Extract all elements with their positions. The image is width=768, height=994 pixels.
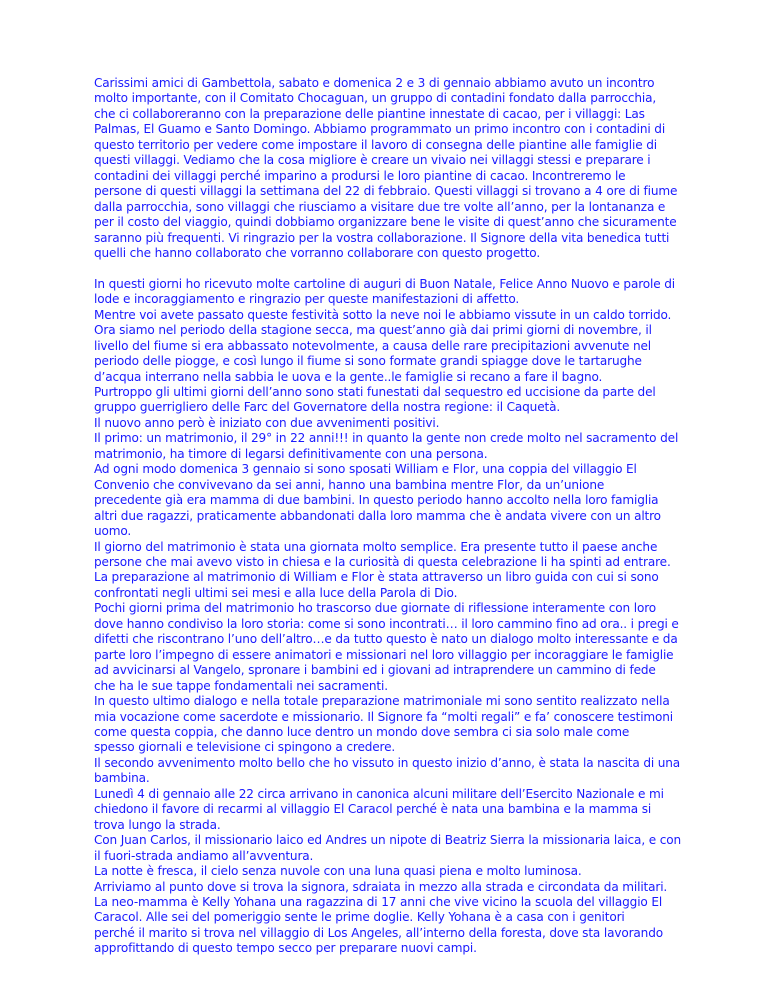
text-line: Purtroppo gli ultimi giorni dell’anno sono stati funestati dal sequestro ed uccisione da parte del (94, 385, 656, 399)
text-line: La preparazione al matrimonio di William e Flor è stata attraverso un libro guida con cui si sono (94, 570, 659, 585)
text-line: Il secondo avvenimento molto bello che ho vissuto in questo inizio d’anno, è stata la nascita di una (94, 755, 681, 770)
text-line: La notte è fresca, il cielo senza nuvole con una luna quasi piena e molto luminosa. (94, 864, 582, 879)
text-line: Palmas, El Guamo e Santo Domingo. Abbiamo programmato un primo incontro con i contadini di (94, 122, 666, 137)
text-line: confrontati negli ultimi sei mesi e alla luce della Parola di Dio. (94, 585, 458, 600)
text-line: molto importante, con il Comitato Chocaguan, un gruppo di contadini fondato dalla parrocchia, (94, 91, 657, 106)
text-line: periodo delle piogge, e così lungo il fiume si sono formate grandi spiagge dove le tartarughe (94, 354, 642, 369)
text-line: questo territorio per vedere come impostare il lavoro di consegna delle piantine alle famiglie di (94, 137, 657, 152)
text-line: per il costo del viaggio, quindi dobbiamo organizzare bene le visite di quest’anno che sicuramente (94, 215, 677, 230)
text-line: spesso giornali e televisione ci spingono a credere. (94, 740, 396, 755)
text-line: Lunedì 4 di gennaio alle 22 circa arrivano in canonica alcuni militare dell’Esercito Nazionale e mi (94, 786, 664, 801)
text-line: Ora siamo nel periodo della stagione secca, ma quest’anno già dai primi giorni di novembre, il (94, 323, 652, 338)
text-line: difetti che riscontrano l’uno dell’altro…e da tutto questo è nato un dialogo molto interessante e da (94, 632, 678, 647)
text-line: Il nuovo anno però è iniziato con due avvenimenti positivi. (94, 415, 440, 430)
text-line: Ad ogni modo domenica 3 gennaio si sono sposati William e Flor, una coppia del villaggio El (94, 462, 637, 477)
text-line: contadini dei villaggi perché imparino a prodursi le loro piantine di cacao. Incontreremo le (94, 168, 626, 183)
text-line: gruppo guerrigliero delle Farc del Governatore della nostra regione: il Caquetà. (94, 400, 561, 415)
text-line: Mentre voi avete passato queste festività sotto la neve noi le abbiamo vissute in un caldo torrido. (94, 307, 672, 322)
paragraph-gap (94, 261, 694, 276)
text-line: dalla parrocchia, sono villaggi che riusciamo a visitare due tre volte all’anno, per la lontananza e (94, 199, 666, 214)
text-line: livello del fiume si era abbassato notevolmente, a causa delle rare precipitazioni avvenute nel (94, 338, 651, 353)
text-line: Pochi giorni prima del matrimonio ho trascorso due giornate di riflessione interamente con loro (94, 601, 657, 616)
text-line: La neo-mamma è Kelly Yohana una ragazzina di 17 anni che vive vicino la scuola del villaggio El (94, 894, 663, 909)
text-line: il fuori-strada andiamo all’avventura. (94, 848, 314, 863)
text-line: uomo. (94, 524, 132, 539)
text-line: come questa coppia, che danno luce dentro un mondo dove sembra ci sia solo male come (94, 724, 630, 739)
text-line: Convenio che convivevano da sei anni, hanno una bambina mentre Flor, da un’unione (94, 477, 605, 492)
paragraph-comitato-chocaguan (94, 76, 694, 261)
text-line: Il primo: un matrimonio, il 29° in 22 anni!!! in quanto la gente non crede molto nel sacramento del (94, 431, 679, 446)
text-line: saranno più frequenti. Vi ringrazio per la vostra collaborazione. Il Signore della vita benedica tutti (94, 230, 670, 245)
text-line: parte loro l’impegno di essere animatori e missionari nel loro villaggio per incoraggiare le famiglie (94, 647, 674, 662)
text-line: Carissimi amici di Gambettola, sabato e domenica 2 e 3 di gennaio abbiamo avuto un incontro (94, 76, 655, 90)
text-line: Arriviamo al punto dove si trova la signora, sdraiata in mezzo alla strada e circondata da militari. (94, 879, 668, 894)
text-line: lode e incoraggiamento e ringrazio per queste manifestazioni di affetto. (94, 292, 520, 307)
text-line: ad avvicinarsi al Vangelo, spronare i bambini ed i giovani ad intraprendere un cammino di fede (94, 663, 656, 678)
text-line: altri due ragazzi, praticamente abbandonati dalla loro mamma che è andata vivere con un altro (94, 508, 661, 523)
text-line: persone di questi villaggi la settimana del 22 di febbraio. Questi villaggi si trovano a 4 ore di fiume (94, 184, 678, 199)
paragraph-avvenimenti (94, 277, 694, 957)
document-body (94, 76, 694, 957)
text-line: precedente già era mamma di due bambini. In questo periodo hanno accolto nella loro famiglia (94, 493, 659, 508)
text-line: che ci collaboreranno con la preparazione delle piantine innestate di cacao, per i villaggi: Las (94, 106, 645, 121)
text-line: Caracol. Alle sei del pomeriggio sente le prime doglie. Kelly Yohana è a casa con i genitori (94, 910, 625, 925)
text-line: perché il marito si trova nel villaggio di Los Angeles, all’interno della foresta, dove sta lavorando (94, 925, 663, 940)
text-line: trova lungo la strada. (94, 817, 221, 832)
text-line: In questi giorni ho ricevuto molte cartoline di auguri di Buon Natale, Felice Anno Nuovo e parole di (94, 276, 675, 291)
text-line: questi villaggi. Vediamo che la cosa migliore è creare un vivaio nei villaggi stessi e preparare i (94, 153, 651, 168)
text-line: d’acqua interrano nella sabbia le uova e la gente..le famiglie si recano a fare il bagno. (94, 369, 603, 384)
text-line: chiedono il favore di recarmi al villaggio El Caracol perché è nata una bambina e la mamma si (94, 802, 652, 817)
text-line: mia vocazione come sacerdote e missionario. Il Signore fa “molti regali” e fa’ conoscere testimoni (94, 709, 674, 724)
text-line: Il giorno del matrimonio è stata una giornata molto semplice. Era presente tutto il paese anche (94, 539, 658, 554)
text-line: Con Juan Carlos, il missionario laico ed Andres un nipote di Beatriz Sierra la missionaria laica, e con (94, 833, 681, 848)
text-line: quelli che hanno collaborato che vorranno collaborare con questo progetto. (94, 245, 541, 260)
text-line: dove hanno condiviso la loro storia: come si sono incontrati… il loro cammino fino ad ora.. i pregi e (94, 616, 679, 631)
text-line: che ha le sue tappe fondamentali nei sacramenti. (94, 678, 388, 693)
text-line: bambina. (94, 771, 150, 786)
text-line: persone che mai avevo visto in chiesa e la curiosità di questa celebrazione li ha spinti ad entrare. (94, 554, 671, 569)
text-line: In questo ultimo dialogo e nella totale preparazione matrimoniale mi sono sentito realizzato nella (94, 694, 670, 709)
text-line: matrimonio, ha timore di legarsi definitivamente con una persona. (94, 446, 488, 461)
text-line: approfittando di questo tempo secco per preparare nuovi campi. (94, 941, 477, 956)
